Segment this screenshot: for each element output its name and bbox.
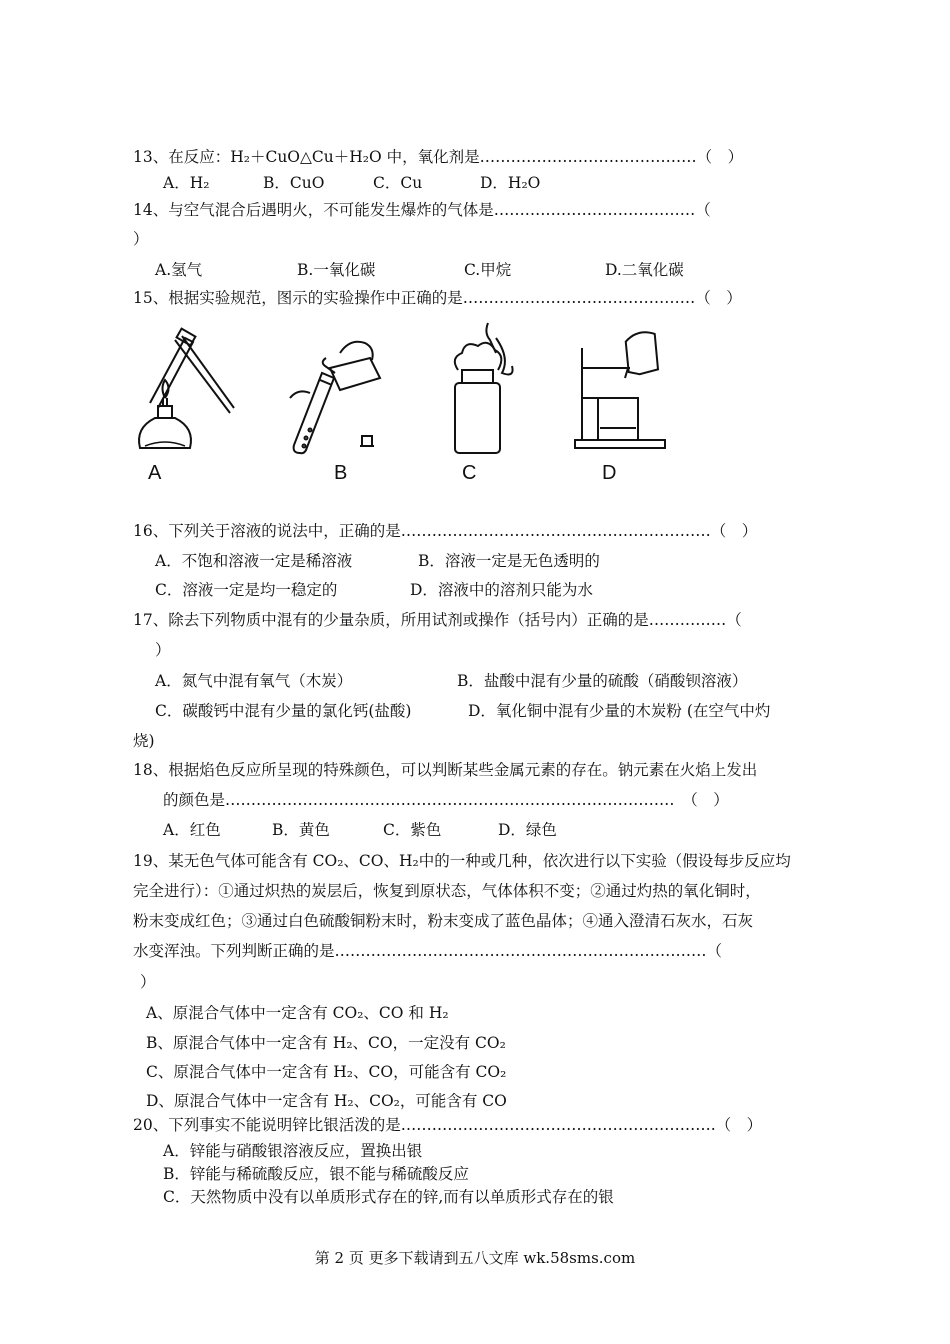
q14-stem: 14、与空气混合后遇明火，不可能发生爆炸的气体是…………………………………（ [133,201,711,219]
q14-stem-cont: ） [133,230,149,248]
q17-option-d: D．氧化铜中混有少量的木炭粉 (在空气中灼 [468,702,771,720]
q13-stem: 13、在反应：H₂＋CuO△Cu＋H₂O 中，氧化剂是……………………………………（ ） [133,148,744,166]
page-footer: 第 2 页 更多下载请到五八文库 wk.58sms.com [314,1249,636,1267]
q14-option-b: B.一氧化碳 [297,261,376,279]
q19-option-d: D、原混合气体中一定含有 H₂、CO₂，可能含有 CO [146,1092,507,1110]
figure-label-a: A [148,462,162,484]
q18-stem-cont: 的颜色是…………………………………………………………………………… （ ） [163,791,729,809]
q15-stem: 15、根据实验规范，图示的实验操作中正确的是………………………………………（ ） [133,289,742,307]
q19-stem-line-1: 19、某无色气体可能含有 CO₂、CO、H₂中的一种或几种，依次进行以下实验（假设每步反应均 [133,852,791,870]
q17-stem-cont: ） [155,641,171,659]
q20-option-b: B．锌能与稀硫酸反应，银不能与稀硫酸反应 [163,1165,469,1183]
q18-option-a: A．红色 [163,821,221,839]
figure-label-d: D [602,462,617,484]
q17-option-d-cont: 烧) [133,732,155,750]
q18-option-d: D．绿色 [498,821,557,839]
q20-option-c: C．天然物质中没有以单质形式存在的锌,而有以单质形式存在的银 [163,1188,614,1206]
figure-d-iron-stand-beaker [570,318,680,458]
q16-stem: 16、下列关于溶液的说法中，正确的是……………………………………………………（ ） [133,522,758,540]
q16-option-c: C．溶液一定是均一稳定的 [155,581,338,599]
q19-stem-line-3: 粉末变成红色；③通过白色硫酸铜粉末时，粉末变成了蓝色晶体；④通入澄清石灰水，石灰 [133,912,754,930]
q14-option-d: D.二氧化碳 [605,261,684,279]
q18-stem: 18、根据焰色反应所呈现的特殊颜色，可以判断某些金属元素的存在。钠元素在火焰上发出 [133,761,758,779]
q19-stem-line-5: ） [140,973,156,991]
q13-option-d: D．H₂O [480,174,541,192]
q20-option-a: A．锌能与硝酸银溶液反应，置换出银 [163,1142,423,1160]
q13-option-b: B．CuO [263,174,325,192]
q18-option-c: C．紫色 [383,821,442,839]
q18-option-b: B．黄色 [272,821,330,839]
q14-option-c: C.甲烷 [464,261,512,279]
q17-option-c: C．碳酸钙中混有少量的氯化钙(盐酸) [155,702,412,720]
figure-a-lamp-heating [130,318,240,458]
q16-option-b: B．溶液一定是无色透明的 [418,552,600,570]
q19-option-c: C、原混合气体中一定含有 H₂、CO，可能含有 CO₂ [146,1063,507,1081]
q19-option-a: A、原混合气体中一定含有 CO₂、CO 和 H₂ [146,1004,449,1022]
q16-option-a: A．不饱和溶液一定是稀溶液 [155,552,353,570]
q17-stem: 17、除去下列物质中混有的少量杂质，所用试剂或操作（括号内）正确的是……………（ [133,611,742,629]
figure-label-b: B [334,462,348,484]
q19-stem-line-4: 水变浑浊。下列判断正确的是………………………………………………………………（ [133,942,723,960]
q19-option-b: B、原混合气体中一定含有 H₂、CO，一定没有 CO₂ [146,1034,506,1052]
figure-b-pouring-test-tube [280,318,390,458]
figure-label-c: C [462,462,477,484]
q17-option-b: B．盐酸中混有少量的硫酸（硝酸钡溶液） [457,672,748,690]
q19-stem-line-2: 完全进行）：①通过炽热的炭层后，恢复到原状态，气体体积不变；②通过灼热的氧化铜时， [133,882,761,900]
q14-option-a: A.氢气 [155,261,203,279]
q13-option-a: A．H₂ [163,174,210,192]
q17-option-a: A．氮气中混有氧气（木炭） [155,672,353,690]
q13-option-c: C．Cu [373,174,423,192]
figure-c-gas-bottle [440,318,530,458]
q20-stem: 20、下列事实不能说明锌比银活泼的是…………………………………………………….（ ） [133,1116,763,1134]
q16-option-d: D．溶液中的溶剂只能为水 [410,581,593,599]
